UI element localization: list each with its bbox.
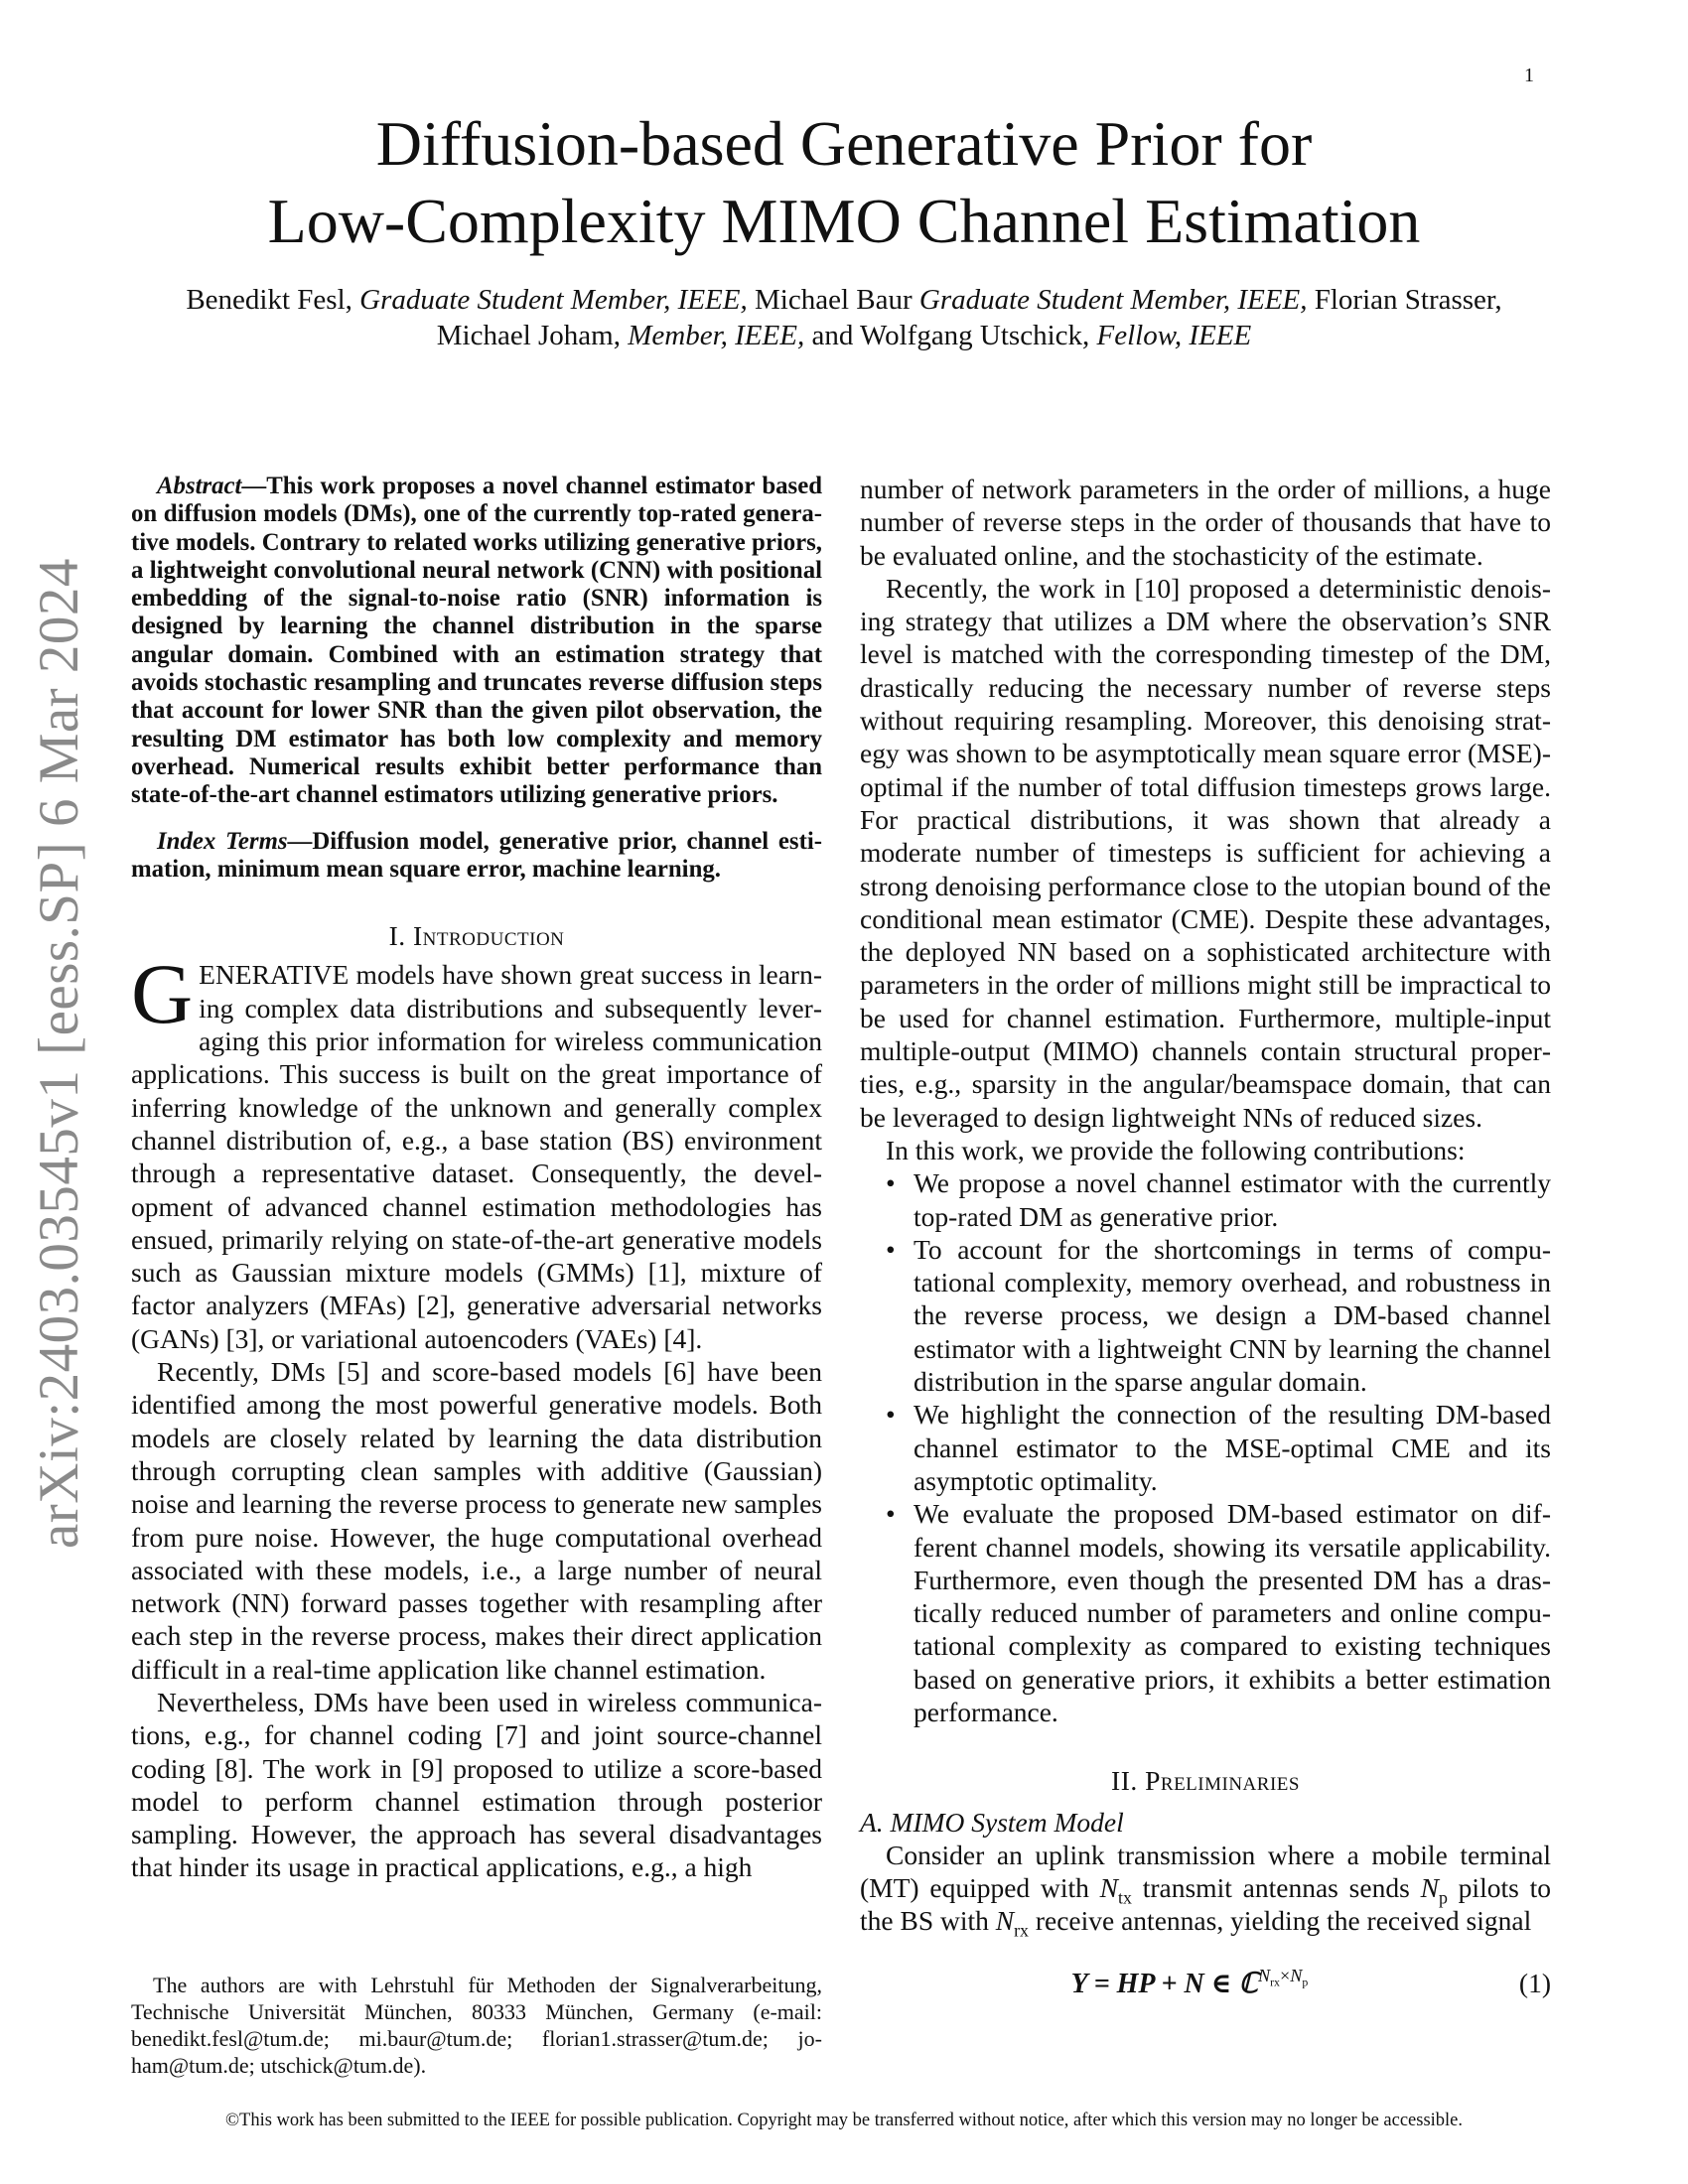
list-item: • We propose a novel channel estimator with the currently top-rated DM as generative prior. <box>914 1166 1551 1233</box>
author-affiliation: Fellow, IEEE <box>1096 320 1252 351</box>
text: transmit antennas sends <box>1131 1872 1421 1904</box>
index-terms-label: Index Terms <box>157 827 288 855</box>
section-heading-preliminaries <box>860 1764 1551 1797</box>
equation-number: (1) <box>1518 1967 1551 1998</box>
math-subscript: rx <box>1270 1976 1280 1990</box>
paragraph-text: ENERATIVE models have shown great success in learning complex data distributions and subsequently leveraging this prior information for wireless communication applications. This success is built on the great importance of inferring knowledge of the unknown and generally complex channel distribution of, e.g., a base station (BS) environment through a representative dataset. Consequently, the development of advanced channel estimation methodologies has ensued, primarily relying on state-of-the-art generative models such as Gaussian mixture models (GMMs) [1], mixture of factor analyzers (MFAs) [2], generative adversarial networks (GANs) [3], or variational autoencoders (VAEs) [4]. <box>131 959 822 1354</box>
paragraph: Recently, the work in [10] proposed a deterministic denoising strategy that utilizes a DM where the observation’s SNR level is matched with the corresponding timestep of the DM, drastically reducing the necessary number of reverse steps without requiring resampling. Moreover, this denoising strategy was shown to be asymptotically mean square error (MSE)-optimal if the number of total diffusion timesteps grows large. For practical distributions, it was shown that already a moderate number of timesteps is sufficient for achieving a strong denoising performance close to the utopian bound of the conditional mean estimator (CME). Despite these advantages, the deployed NN based on a sophisticated architecture with parameters in the order of millions might still be impractical to be used for channel estimation. Furthermore, multiple-input multiple-output (MIMO) channels contain structural properties, e.g., sparsity in the angular/beamspace domain, that can be leveraged to design lightweight NNs of reduced sizes. <box>860 572 1551 1133</box>
text: pilots to the BS with <box>860 1872 1551 1937</box>
author-list <box>109 282 1579 353</box>
list-item: • To account for the shortcomings in terms of computational complexity, memory overhead, and robustness in the reverse process, we design a DM-based channel estimator with a lightweight CNN by learning the channel distribution in the sparse angular domain. <box>914 1233 1551 1398</box>
math-symbol: N <box>1420 1872 1439 1904</box>
math-subscript: p <box>1438 1887 1448 1908</box>
math-symbol: N <box>995 1905 1015 1937</box>
author-name: Benedikt Fesl, <box>186 284 360 316</box>
author-name: Michael Joham, <box>436 320 629 351</box>
index-terms-text: —Diffusion model, generative prior, channel estimation, minimum mean square error, machine learning. <box>131 827 822 883</box>
text: Consider an uplink transmission where a mobile terminal (MT) equipped with <box>860 1839 1551 1904</box>
column-spacer <box>131 1884 822 1972</box>
math-symbol: N <box>1099 1872 1119 1904</box>
abstract-text: —This work proposes a novel channel estimator based on diffusion models (DMs), one of the currently top-rated generative models. Contrary to related works utilizing generative priors, a lightweight convolutional neural network (CNN) with positional embedding of the signal-to-noise ratio (SNR) information is designed by learning the channel distribution in the sparse angular domain. Combined with an estimation strategy that avoids stochastic resampling and truncates reverse diffusion steps that account for lower SNR than the given pilot observation, the resulting DM estimator has both low complexity and memory overhead. Numerical results exhibit better performance than state-of-the-art channel estimators utilizing generative priors. <box>131 473 822 809</box>
authors-line-1 <box>109 282 1579 318</box>
copyright-notice: ©This work has been submitted to the IEEE for possible publication. Copyright may be transferred without notice, after which this version may no longer be accessible. <box>224 2111 1464 2130</box>
paragraph: number of network parameters in the order of millions, a huge number of reverse steps in the order of thousands that have to be evaluated online, and the stochasticity of the estimate. <box>860 474 1551 571</box>
text: receive antennas, yielding the received signal <box>1028 1905 1532 1937</box>
abstract-label: Abstract <box>157 473 242 499</box>
math-operator: × <box>1279 1966 1291 1986</box>
section-number: I. <box>388 920 414 952</box>
list-item: • We highlight the connection of the resulting DM-based channel estimator to the MSE-optimal CME and its asymptotic optimality. <box>914 1398 1551 1497</box>
math-symbol: N <box>1257 1966 1271 1986</box>
paper-title <box>0 105 1688 260</box>
right-column <box>860 473 1551 2079</box>
drop-cap: G <box>131 946 194 1042</box>
author-affiliation: Graduate Student Member, IEEE, <box>359 284 748 316</box>
paragraph: Recently, DMs [5] and score-based models [6] have been identified among the most powerful generative models. Both models are closely related by learning the data distribution through corrupting clean samples with additive (Gaussian) noise and learning the reverse process to generate new samples from pure noise. However, the huge computational overhead associated with these models, i.e., a large number of neural network (NN) forward passes together with resampling after each step in the reverse process, makes their direct application difficult in a real-time application like channel estimation. <box>131 1356 822 1685</box>
math-subscript: rx <box>1014 1920 1029 1941</box>
author-affiliation: Graduate Student Member, IEEE, <box>918 284 1308 316</box>
paragraph <box>860 1839 1551 1941</box>
contributions-list <box>860 1166 1551 1728</box>
section-number: II. <box>1111 1765 1146 1797</box>
equation-superscript <box>1257 1966 1309 1990</box>
column-spacer <box>860 2004 1551 2079</box>
section-title: Preliminaries <box>1145 1765 1300 1797</box>
section-title: Introduction <box>413 920 565 952</box>
author-name: Michael Baur <box>747 284 919 316</box>
math-symbol: N <box>1290 1966 1303 1986</box>
author-footnote: The authors are with Lehrstuhl für Methoden der Signalverarbeitung, Technische Universität München, 80333 München, Germany (e-mail: benedikt.fesl@tum.de; mi.baur@tum.de; florian1.strasser@tum.de; joham@tum.de; utschick@tum.de). <box>131 1973 822 2078</box>
author-affiliation: Member, IEEE, <box>628 320 805 351</box>
equation-row <box>860 1964 1551 2004</box>
paragraph: In this work, we provide the following contributions: <box>886 1134 1466 1165</box>
left-column <box>131 473 822 2079</box>
equation-1 <box>860 1965 1519 2004</box>
section-heading-introduction <box>131 919 822 952</box>
author-name: Florian Strasser, <box>1307 284 1502 316</box>
list-item: • We evaluate the proposed DM-based estimator on different channel models, showing its versatile applicability. Furthermore, even though the presented DM has a drastically reduced number of parameters and online computational complexity as compared to existing techniques based on generative priors, it exhibits a better estimation performance. <box>914 1497 1551 1728</box>
author-name: and Wolfgang Utschick, <box>804 320 1097 351</box>
arxiv-identifier: arXiv:2403.03545v1 [eess.SP] 6 Mar 2024 <box>28 558 90 1549</box>
subsection-heading: A. MIMO System Model <box>860 1806 1124 1838</box>
equation-body: Y = HP + N ∈ ℂ <box>1070 1968 1258 1999</box>
title-line-2: Low-Complexity MIMO Channel Estimation <box>267 186 1421 256</box>
abstract <box>131 473 822 810</box>
math-subscript: tx <box>1118 1887 1132 1908</box>
paragraph: Nevertheless, DMs have been used in wireless communications, e.g., for channel coding [7] and joint source-channel coding [8]. The work in [9] proposed to utilize a score-based model to perform channel estimation through posterior sampling. However, the approach has several disadvantages that hinder its usage in practical applications, e.g., a high <box>131 1686 822 1883</box>
page-number: 1 <box>1524 65 1534 86</box>
title-line-1: Diffusion-based Generative Prior for <box>375 108 1313 179</box>
index-terms <box>131 828 822 885</box>
paragraph <box>131 946 822 1355</box>
authors-line-2 <box>109 318 1579 353</box>
math-subscript: p <box>1302 1976 1309 1990</box>
two-column-body <box>131 473 1551 2079</box>
